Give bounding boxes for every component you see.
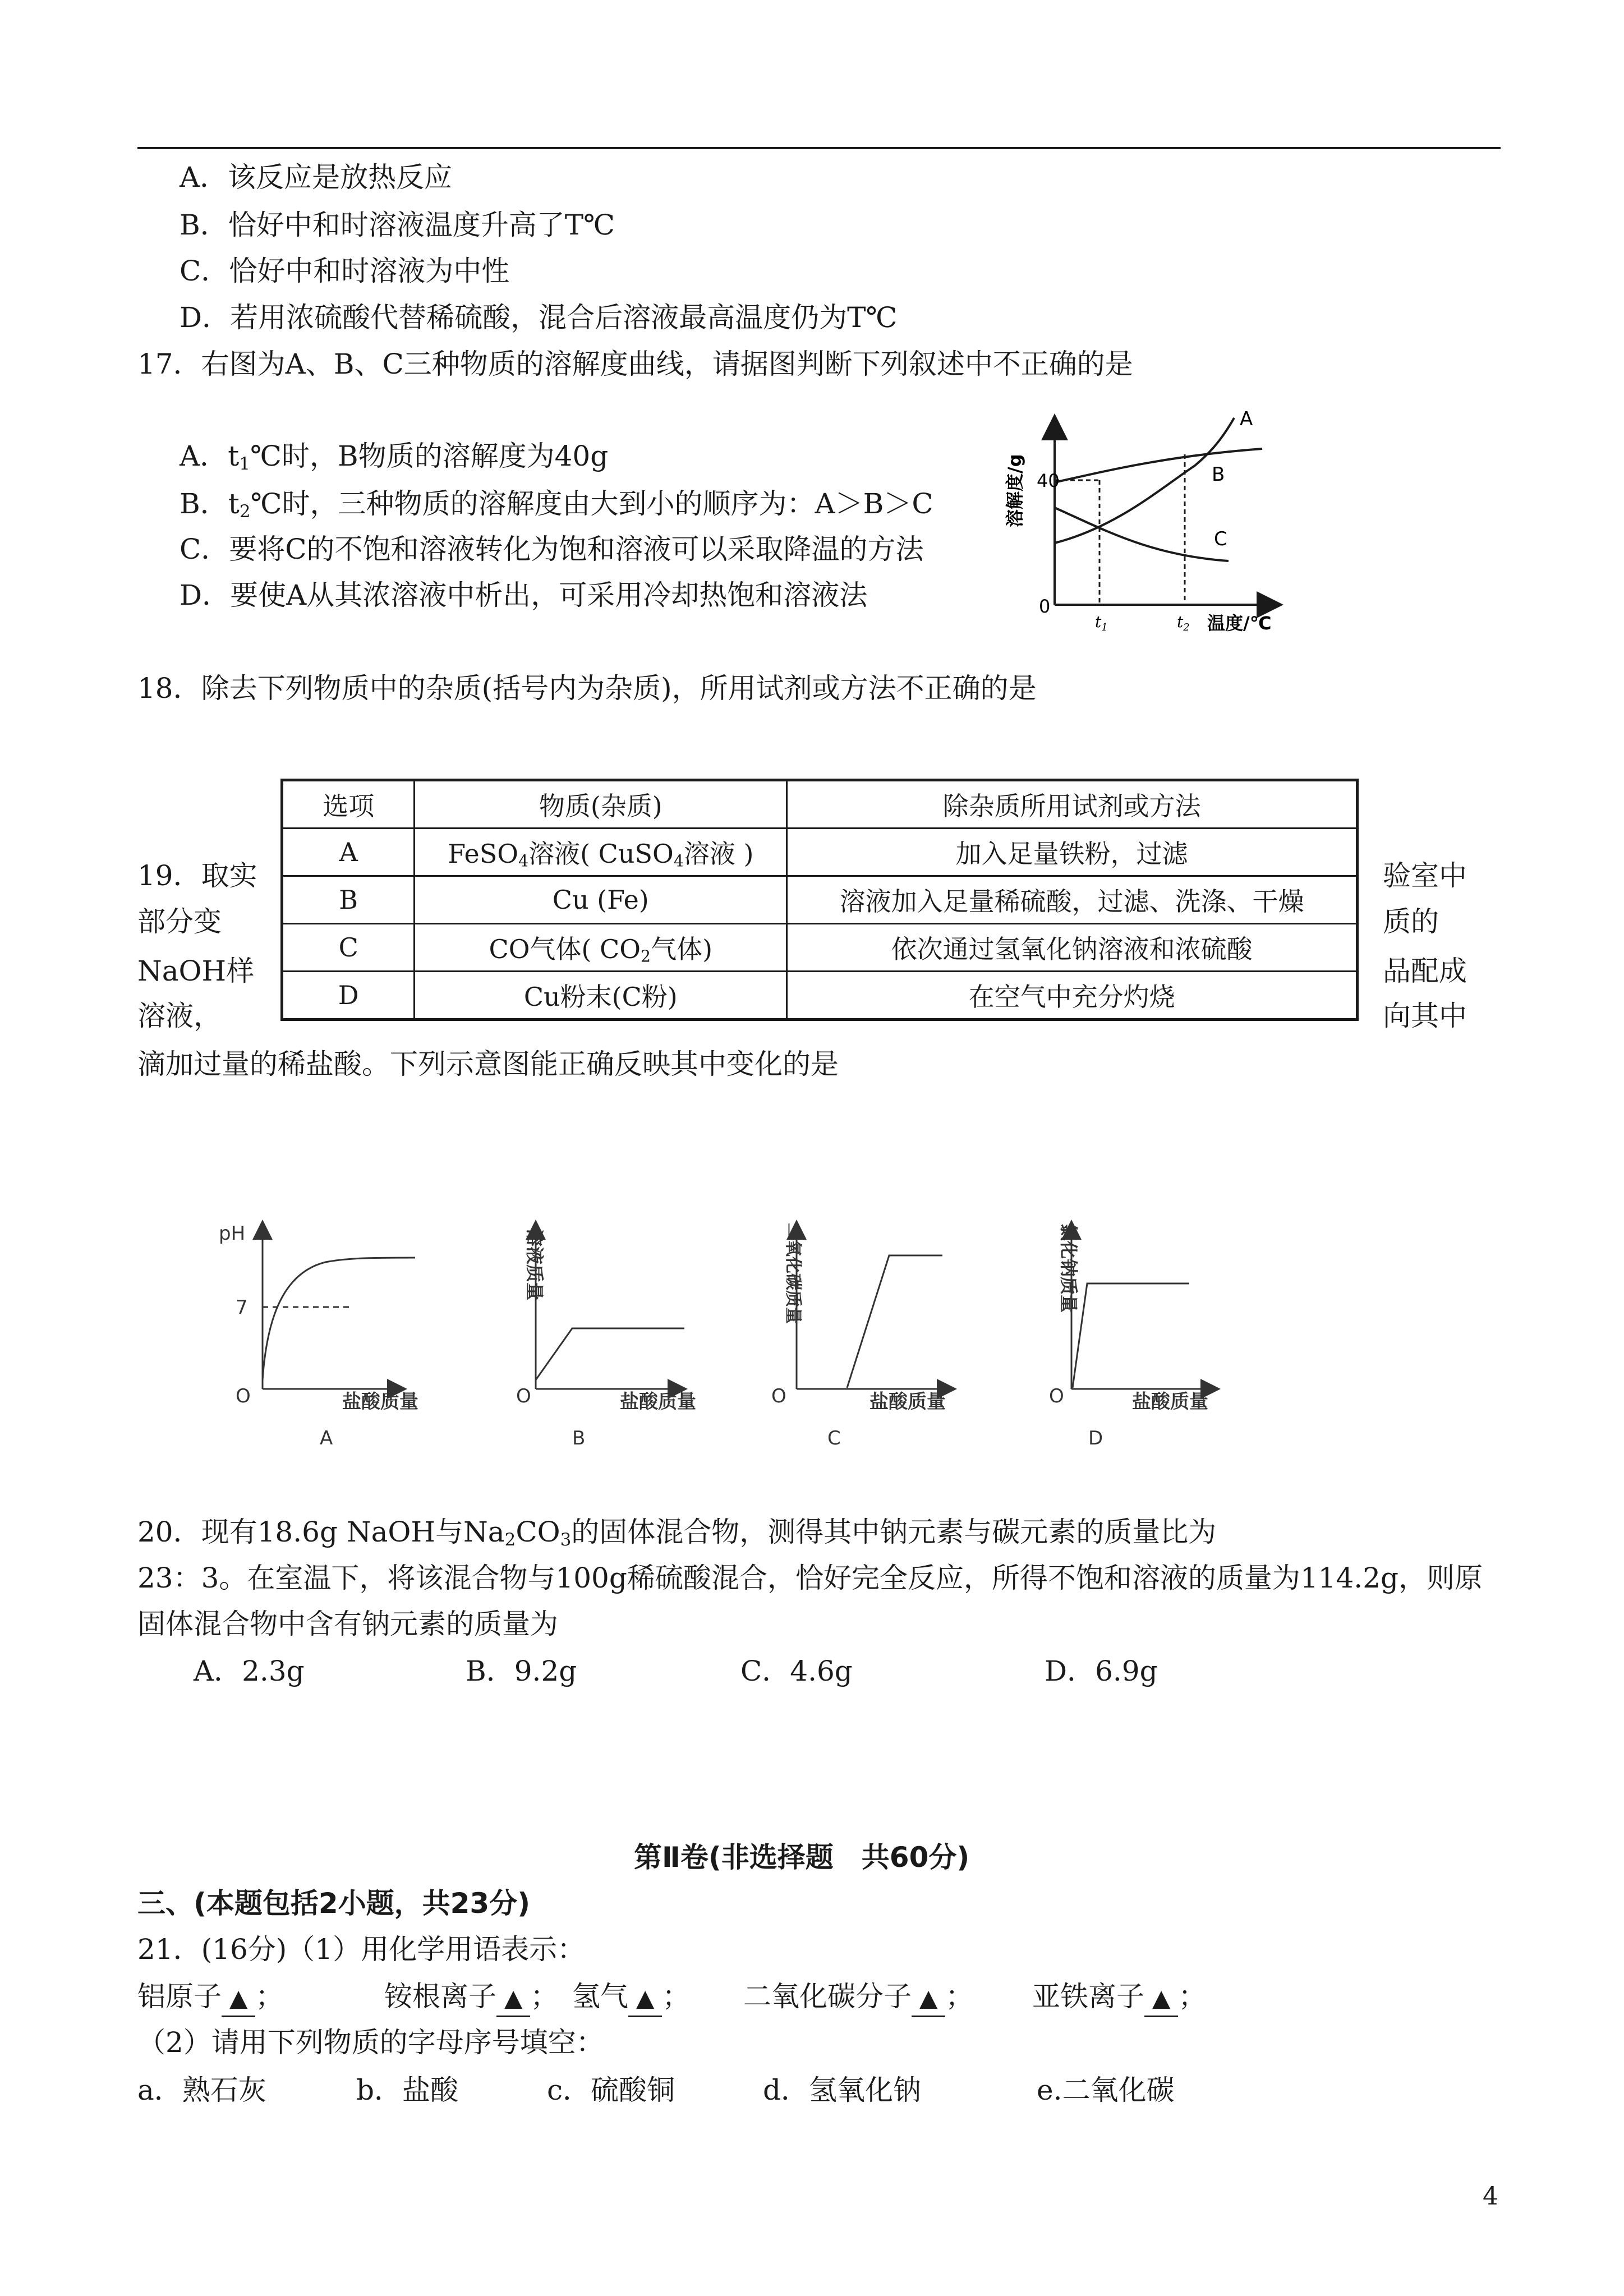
q20-line-1: 20．现有18.6g NaOH与$Na_2CO_3$的固体混合物，测得其中钠元素与碳元素的质量比为: [137, 1516, 1217, 1550]
graph-d: [1049, 1223, 1217, 1450]
q19-left-2: 部分变: [137, 905, 222, 938]
q16-option-c: C．恰好中和时溶液为中性: [180, 255, 510, 287]
t2-label: $t_2$: [1177, 613, 1190, 633]
q20-line-3: 固体混合物中含有钠元素的质量为: [137, 1608, 558, 1640]
blank-ammonium-ion: 铵根离子 ▲ ；: [384, 1979, 558, 2017]
q21-sub2: （2）请用下列物质的字母序号填空：: [137, 2026, 604, 2059]
y-axis-label: 溶解度/g: [1004, 454, 1025, 527]
q19-right-1: 验室中: [1383, 859, 1467, 892]
graph-b-ylabel: 溶液质量: [524, 1228, 545, 1301]
graph-b-letter: B: [572, 1427, 586, 1450]
table-cell-substance: CO气体( $CO_2$气体): [415, 924, 787, 972]
table-row: [282, 876, 1358, 924]
q20-option-a: A．2.3g: [194, 1655, 305, 1687]
q19-last-line: 滴加过量的稀盐酸。下列示意图能正确反映其中变化的是: [137, 1048, 839, 1080]
y-tick-40: 40: [1037, 470, 1060, 491]
graph-c-line: [847, 1255, 942, 1388]
curve-C-label: C: [1214, 528, 1227, 550]
graph-a-tick: 7: [236, 1296, 248, 1319]
table-row: [282, 829, 1358, 876]
curve-B-label: B: [1212, 463, 1225, 486]
curve-A-label: A: [1240, 408, 1253, 430]
section-heading: 三、(本题包括2小题，共23分): [137, 1887, 531, 1920]
table-cell-substance: Cu (Fe): [415, 876, 787, 924]
table-row: [282, 924, 1358, 972]
page-number: 4: [1483, 2182, 1498, 2211]
graph-a-letter: A: [320, 1427, 333, 1450]
q19-graphs: [213, 1212, 1335, 1458]
blank-hydrogen: 氢气 ▲ ；: [572, 1979, 690, 2017]
graph-c-xlabel: 盐酸质量: [869, 1391, 946, 1413]
table-row: [282, 972, 1358, 1020]
solubility-graph: [987, 393, 1301, 639]
substance-c: c．硫酸铜: [547, 2074, 675, 2106]
q19-right-4: 向其中: [1383, 1000, 1467, 1032]
table-header: 除杂质所用试剂或方法: [787, 780, 1358, 829]
graph-d-xlabel: 盐酸质量: [1132, 1391, 1208, 1413]
graph-c-origin: O: [771, 1385, 786, 1407]
graph-a-curve: [263, 1258, 415, 1380]
q17-option-d: D．要使A从其浓溶液中析出，可采用冷却热饱和溶液法: [180, 579, 868, 611]
q19-left-4: 溶液，: [137, 1000, 222, 1032]
q20-option-b: B．9.2g: [466, 1655, 577, 1687]
q17-stem: 17．右图为A、B、C三种物质的溶解度曲线，请据图判断下列叙述中不正确的是: [137, 348, 1133, 380]
q17-option-a: A．$t_1℃$时，B物质的溶解度为40g: [180, 440, 609, 474]
part2-title: 第Ⅱ卷(非选择题 共60分): [634, 1841, 970, 1874]
blank-co2-molecule: 二氧化碳分子 ▲ ；: [743, 1979, 973, 2017]
table-cell-method: 在空气中充分灼烧: [787, 972, 1358, 1020]
q17-option-b: B．$t_2℃$时，三种物质的溶解度由大到小的顺序为：A＞B＞C: [180, 487, 933, 522]
substance-a: a．熟石灰: [137, 2074, 266, 2106]
graph-d-origin: O: [1049, 1385, 1064, 1407]
q19-left-1: 19．取实: [137, 859, 257, 892]
substance-b: b．盐酸: [356, 2074, 459, 2106]
graph-c: [771, 1223, 954, 1450]
table-cell-option: D: [282, 972, 415, 1020]
graph-b-xlabel: 盐酸质量: [620, 1391, 696, 1413]
q20-option-d: D．6.9g: [1045, 1655, 1158, 1687]
q19-left-3: NaOH样: [137, 955, 255, 987]
substance-d: d．氢氧化钠: [763, 2074, 922, 2106]
table-cell-substance: Cu粉末(C粉): [415, 972, 787, 1020]
t1-label: $t_1$: [1095, 613, 1108, 633]
table-header: 选项: [282, 780, 415, 829]
graph-d-ylabel: 氯化钠质量: [1058, 1223, 1079, 1313]
graph-d-letter: D: [1088, 1427, 1103, 1450]
table-cell-substance: FeSO$_4$溶液( CuSO$_4$溶液 ): [415, 829, 787, 876]
graph-b-line: [536, 1328, 684, 1380]
q20-line-2: 23：3。在室温下，将该混合物与100g稀硫酸混合，恰好完全反应，所得不饱和溶液的质量为114.2g，则原: [137, 1562, 1483, 1594]
table-cell-option: A: [282, 829, 415, 876]
q19-right-2: 质的: [1383, 905, 1439, 938]
table-header-row: [282, 780, 1358, 829]
graph-d-line: [1073, 1283, 1189, 1388]
table-header: 物质(杂质): [415, 780, 787, 829]
q16-option-d: D．若用浓硫酸代替稀硫酸，混合后溶液最高温度仍为T℃: [180, 301, 898, 334]
q16-option-a: A．该反应是放热反应: [180, 161, 453, 194]
table-cell-method: 加入足量铁粉，过滤: [787, 829, 1358, 876]
origin-label: 0: [1039, 596, 1051, 617]
q21-stem: 21．(16分)（1）用化学用语表示：: [137, 1933, 586, 1966]
table-cell-option: C: [282, 924, 415, 972]
graph-c-ylabel: 二氧化碳质量: [783, 1223, 803, 1324]
substance-e: e.二氧化碳: [1037, 2074, 1175, 2106]
q18-table: [280, 779, 1359, 1021]
header-rule: [137, 147, 1501, 149]
q20-option-c: C．4.6g: [740, 1655, 853, 1687]
blank-aluminum-atom: 铝原子 ▲ ；: [137, 1979, 283, 2017]
graph-c-letter: C: [827, 1427, 841, 1450]
graph-a-xlabel: 盐酸质量: [342, 1391, 418, 1413]
curve-B: [1055, 449, 1262, 482]
table-cell-method: 依次通过氢氧化钠溶液和浓硫酸: [787, 924, 1358, 972]
graph-a-origin: O: [236, 1385, 251, 1407]
q19-right-3: 品配成: [1383, 955, 1467, 987]
table-cell-option: B: [282, 876, 415, 924]
graph-a-ylabel: pH: [219, 1222, 246, 1245]
q16-option-b: B．恰好中和时溶液温度升高了T℃: [180, 209, 615, 241]
graph-a: [219, 1222, 418, 1450]
table-cell-method: 溶液加入足量稀硫酸，过滤、洗涤、干燥: [787, 876, 1358, 924]
q17-option-c: C．要将C的不饱和溶液转化为饱和溶液可以采取降温的方法: [180, 533, 924, 565]
x-axis-label: 温度/℃: [1207, 613, 1272, 634]
blank-ferrous-ion: 亚铁离子 ▲ ；: [1032, 1979, 1206, 2017]
q18-stem: 18．除去下列物质中的杂质(括号内为杂质)，所用试剂或方法不正确的是: [137, 672, 1037, 705]
graph-b: [516, 1223, 696, 1450]
graph-b-origin: O: [516, 1385, 531, 1407]
